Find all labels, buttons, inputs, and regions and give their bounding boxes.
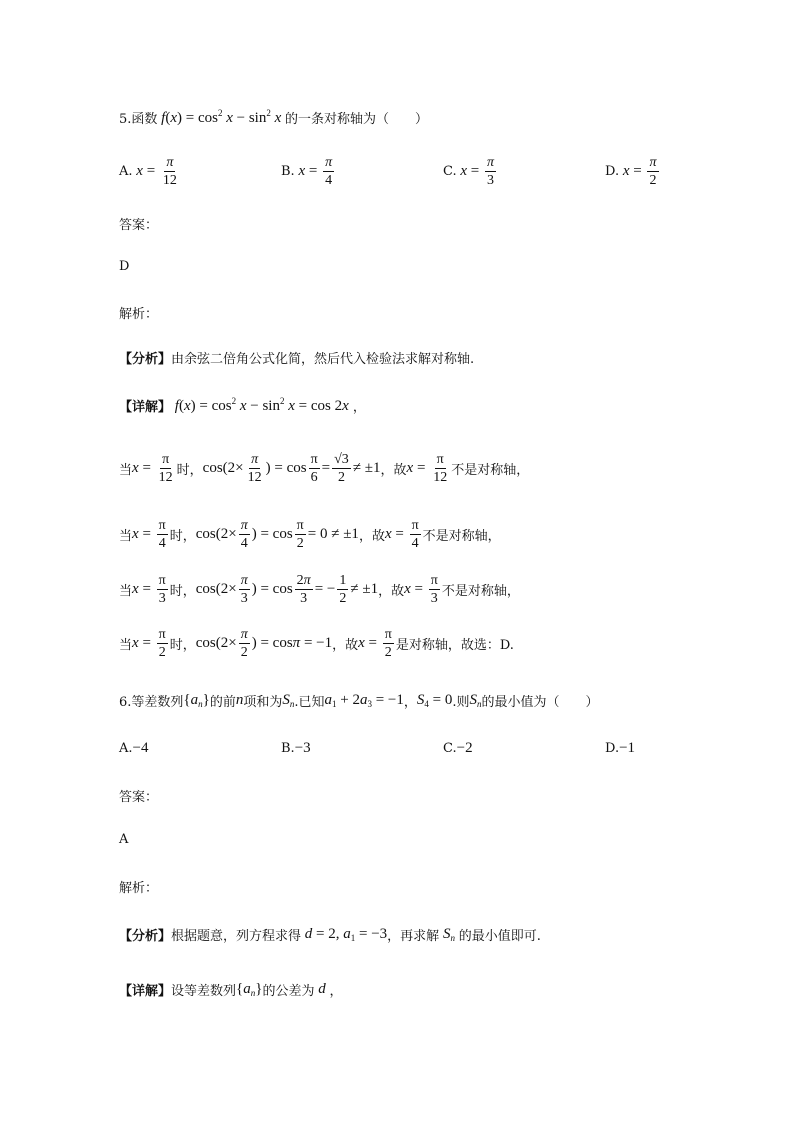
q6-answer-label: 答案： (119, 790, 159, 805)
q6-stem: 6.等差数列 $\{a_n\}$ 的前 n 项和为 S $_n$ .已知 $a_1 + 2a_3 = -1$ ， $S_4 = 0$ .则 $S_n$ 的最小值为（ ） (119, 692, 599, 710)
xiangjie-tag: 【详解】 (119, 400, 172, 415)
q5-xiangjie: 【详解】 $f(x) = \cos^2 x - \sin^2 x = \cos 2x$ ， (119, 396, 366, 415)
q6-option-d[interactable]: D. −1 (605, 740, 636, 756)
q5-answer-label: 答案： (119, 218, 159, 233)
q5-fenxi: 【分析】 由余弦二倍角公式化简，然后代入检验法求解对称轴. (119, 348, 474, 367)
xiangjie-tag: 【详解】 (119, 984, 172, 999)
q6-xiangjie: 【详解】 设等差数列 $\{a_n\}$ 的公差为 d ， (119, 981, 343, 999)
q5-answer: D (119, 259, 130, 274)
q5-option-c[interactable]: C. x = $\frac{\pi}{3}$ (443, 155, 495, 188)
q5-check-line-2: 当 x = $\frac{\pi}{4}$ 时， cos(2× $\frac{\pi}{4}$ ) = cos $\frac{\pi}{2}$ = 0 ≠ ±1 ，故 x = $\frac{\pi}{4}$ 不是对称轴， (119, 518, 501, 551)
q6-answer: A (119, 832, 129, 847)
q5-check-line-1: 当 x = $\frac{\pi}{12}$ 时， cos(2× $\frac{\pi}{12}$ ) = cos $\frac{\pi}{6}$ = $\frac{√3}{2}$ ≠ ±1 ，故 x = $\frac{\pi}{12}$ 不是对称轴， (119, 452, 530, 485)
q5-option-d[interactable]: D. x = $\frac{\pi}{2}$ (605, 155, 657, 188)
q6-option-a[interactable]: A. −4 (119, 740, 149, 756)
q5-check-line-3: 当 x = $\frac{\pi}{3}$ 时， cos(2× $\frac{\pi}{3}$ ) = cos $\frac{2\pi}{3}$ = − $\frac{1}{2}$ ≠ ±1 ，故 x = $\frac{\pi}{3}$ 不是对称轴， (119, 573, 520, 606)
fenxi-tag: 【分析】 (119, 929, 172, 944)
q6-option-b[interactable]: B. −3 (281, 740, 311, 756)
q5-option-a[interactable]: A. x = $\frac{\pi}{12}$ (119, 155, 177, 188)
q5-function-expr: $f(x) = \cos^2 x - \sin^2 x$ (161, 108, 282, 126)
q5-stem: 5.函数 $f(x) = \cos^2 x - \sin^2 x$ 的一条对称轴为（ ） (119, 108, 429, 127)
fenxi-tag: 【分析】 (119, 352, 172, 367)
q6-option-c[interactable]: C. −2 (443, 740, 473, 756)
q6-fenxi: 【分析】 根据题意，列方程求得 d = 2, $a_1 = -3$ ，再求解 $S_n$ 的最小值即可. (119, 926, 541, 944)
q5-check-line-4: 当 x = $\frac{\pi}{2}$ 时， cos(2× $\frac{\pi}{2}$ ) = cosπ = −1 ，故 x = $\frac{\pi}{2}$ 是对称轴，故选：D. (119, 627, 514, 660)
q6-analysis-label: 解析： (119, 881, 159, 896)
q5-analysis-label: 解析： (119, 307, 159, 322)
q5-option-b[interactable]: B. x = $\frac{\pi}{4}$ (281, 155, 333, 188)
